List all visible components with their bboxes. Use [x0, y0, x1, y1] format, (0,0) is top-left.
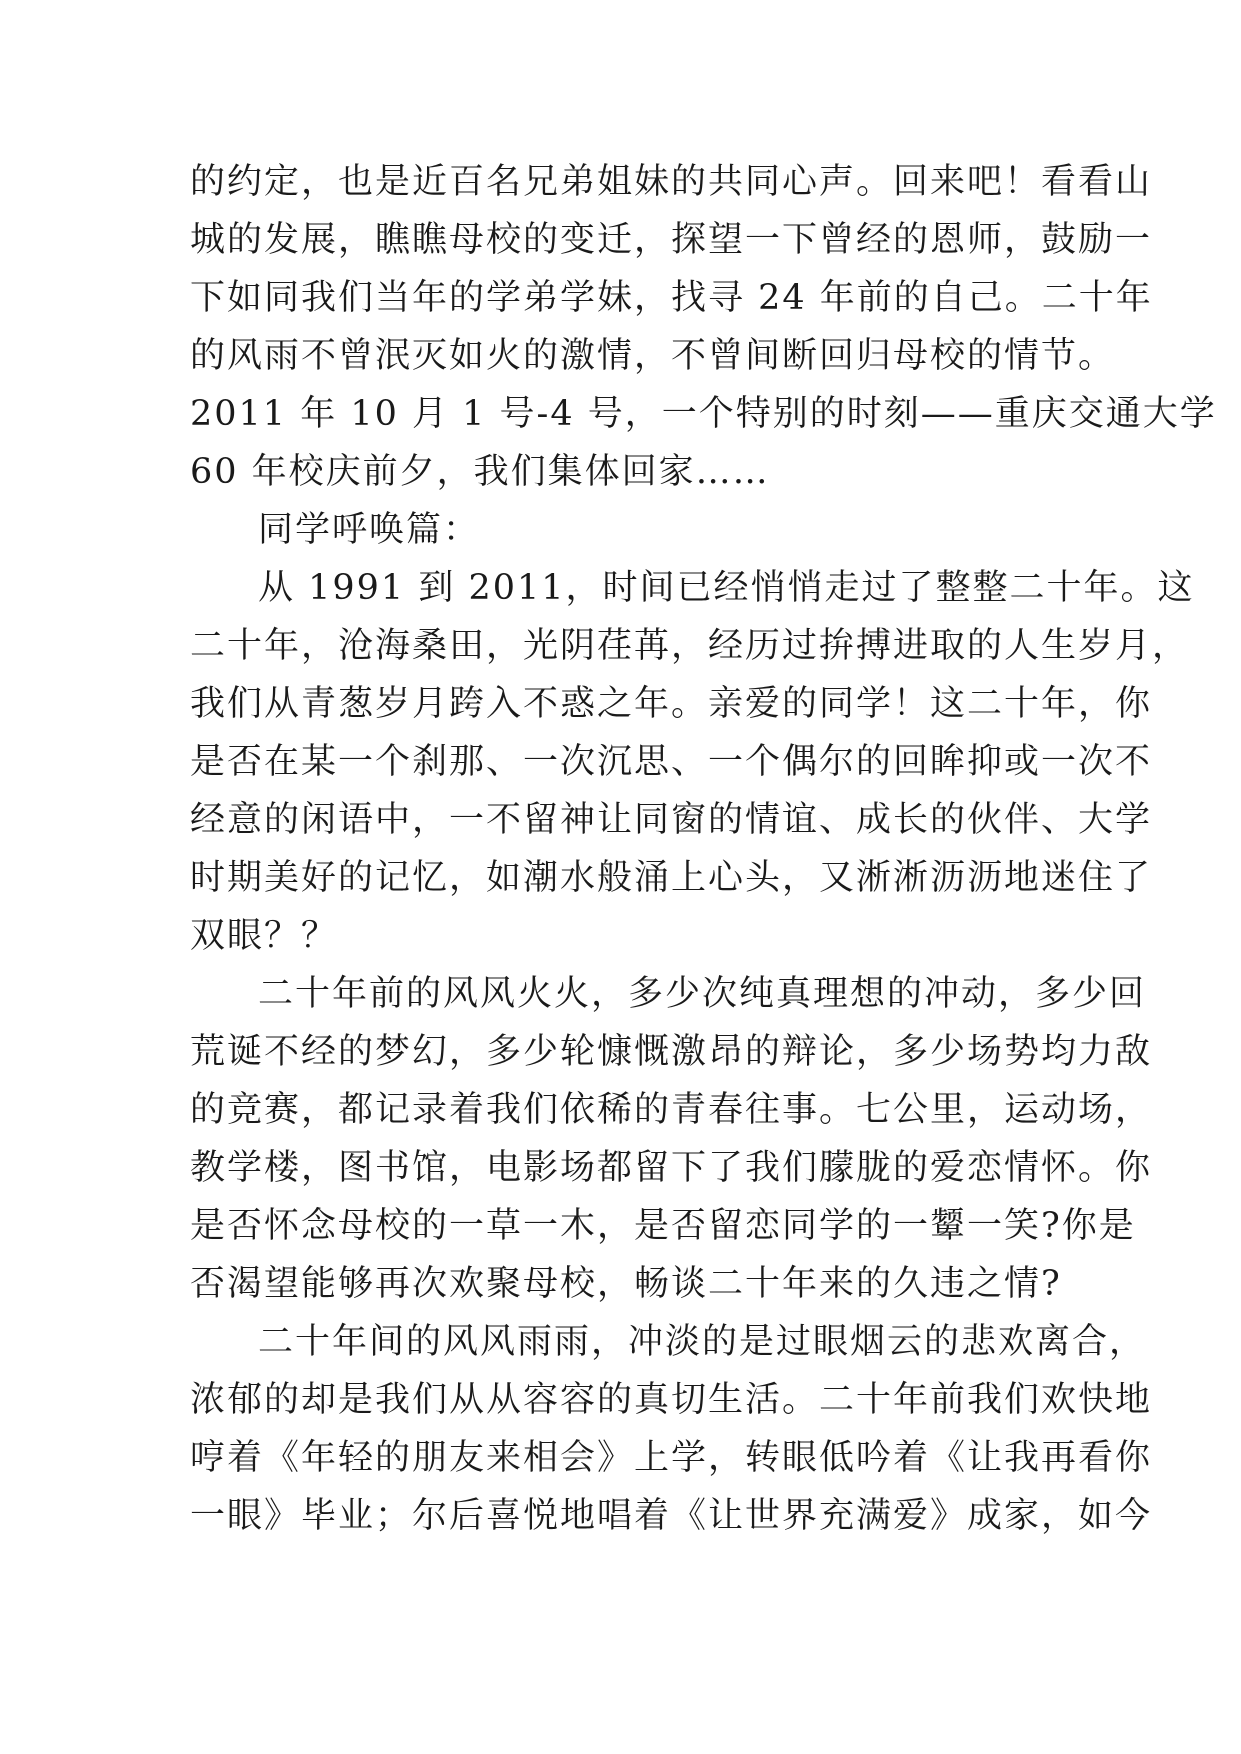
- text-line: 是否在某一个刹那、一次沉思、一个偶尔的回眸抑或一次不: [190, 742, 1153, 782]
- text-line: 否渴望能够再次欢聚母校，畅谈二十年来的久违之情?: [190, 1264, 1062, 1304]
- text-line: 我们从青葱岁月跨入不惑之年。亲爱的同学！这二十年，你: [190, 684, 1153, 724]
- text-line: 哼着《年轻的朋友来相会》上学，转眼低吟着《让我再看你: [190, 1438, 1153, 1478]
- text-line: 浓郁的却是我们从从容容的真切生活。二十年前我们欢快地: [190, 1380, 1153, 1420]
- text-line: 的约定，也是近百名兄弟姐妹的共同心声。回来吧！看看山: [190, 162, 1153, 202]
- text-line: 教学楼，图书馆，电影场都留下了我们朦胧的爱恋情怀。你: [190, 1148, 1153, 1188]
- text-line: 的风雨不曾泯灭如火的激情，不曾间断回归母校的情节。: [190, 336, 1116, 376]
- text-line: 二十年前的风风火火，多少次纯真理想的冲动，多少回: [258, 974, 1147, 1014]
- text-line: 双眼？？: [190, 916, 339, 956]
- text-line: 二十年，沧海桑田，光阴荏苒，经历过拚搏进取的人生岁月，: [190, 626, 1190, 666]
- text-line: 二十年间的风风雨雨，冲淡的是过眼烟云的悲欢离合，: [258, 1322, 1147, 1362]
- text-line: 从 1991 到 2011，时间已经悄悄走过了整整二十年。这: [258, 568, 1195, 608]
- text-line: 经意的闲语中，一不留神让同窗的情谊、成长的伙伴、大学: [190, 800, 1153, 840]
- text-line: 一眼》毕业；尔后喜悦地唱着《让世界充满爱》成家，如今: [190, 1496, 1153, 1536]
- text-line: 2011 年 10 月 1 号-4 号，一个特别的时刻——重庆交通大学: [190, 394, 1217, 434]
- text-line: 城的发展，瞧瞧母校的变迁，探望一下曾经的恩师，鼓励一: [190, 220, 1153, 260]
- text-line: 时期美好的记忆，如潮水般涌上心头，又淅淅沥沥地迷住了: [190, 858, 1153, 898]
- section-heading: 同学呼唤篇：: [258, 510, 481, 550]
- text-line: 60 年校庆前夕，我们集体回家……: [190, 452, 770, 492]
- text-line: 是否怀念母校的一草一木，是否留恋同学的一颦一笑?你是: [190, 1206, 1136, 1246]
- body-text: [190, 153, 1217, 1545]
- text-line: 的竞赛，都记录着我们依稀的青春往事。七公里，运动场，: [190, 1090, 1153, 1130]
- text-line: 荒诞不经的梦幻，多少轮慷慨激昂的辩论，多少场势均力敌: [190, 1032, 1153, 1072]
- text-line: 下如同我们当年的学弟学妹，找寻 24 年前的自己。二十年: [190, 278, 1153, 318]
